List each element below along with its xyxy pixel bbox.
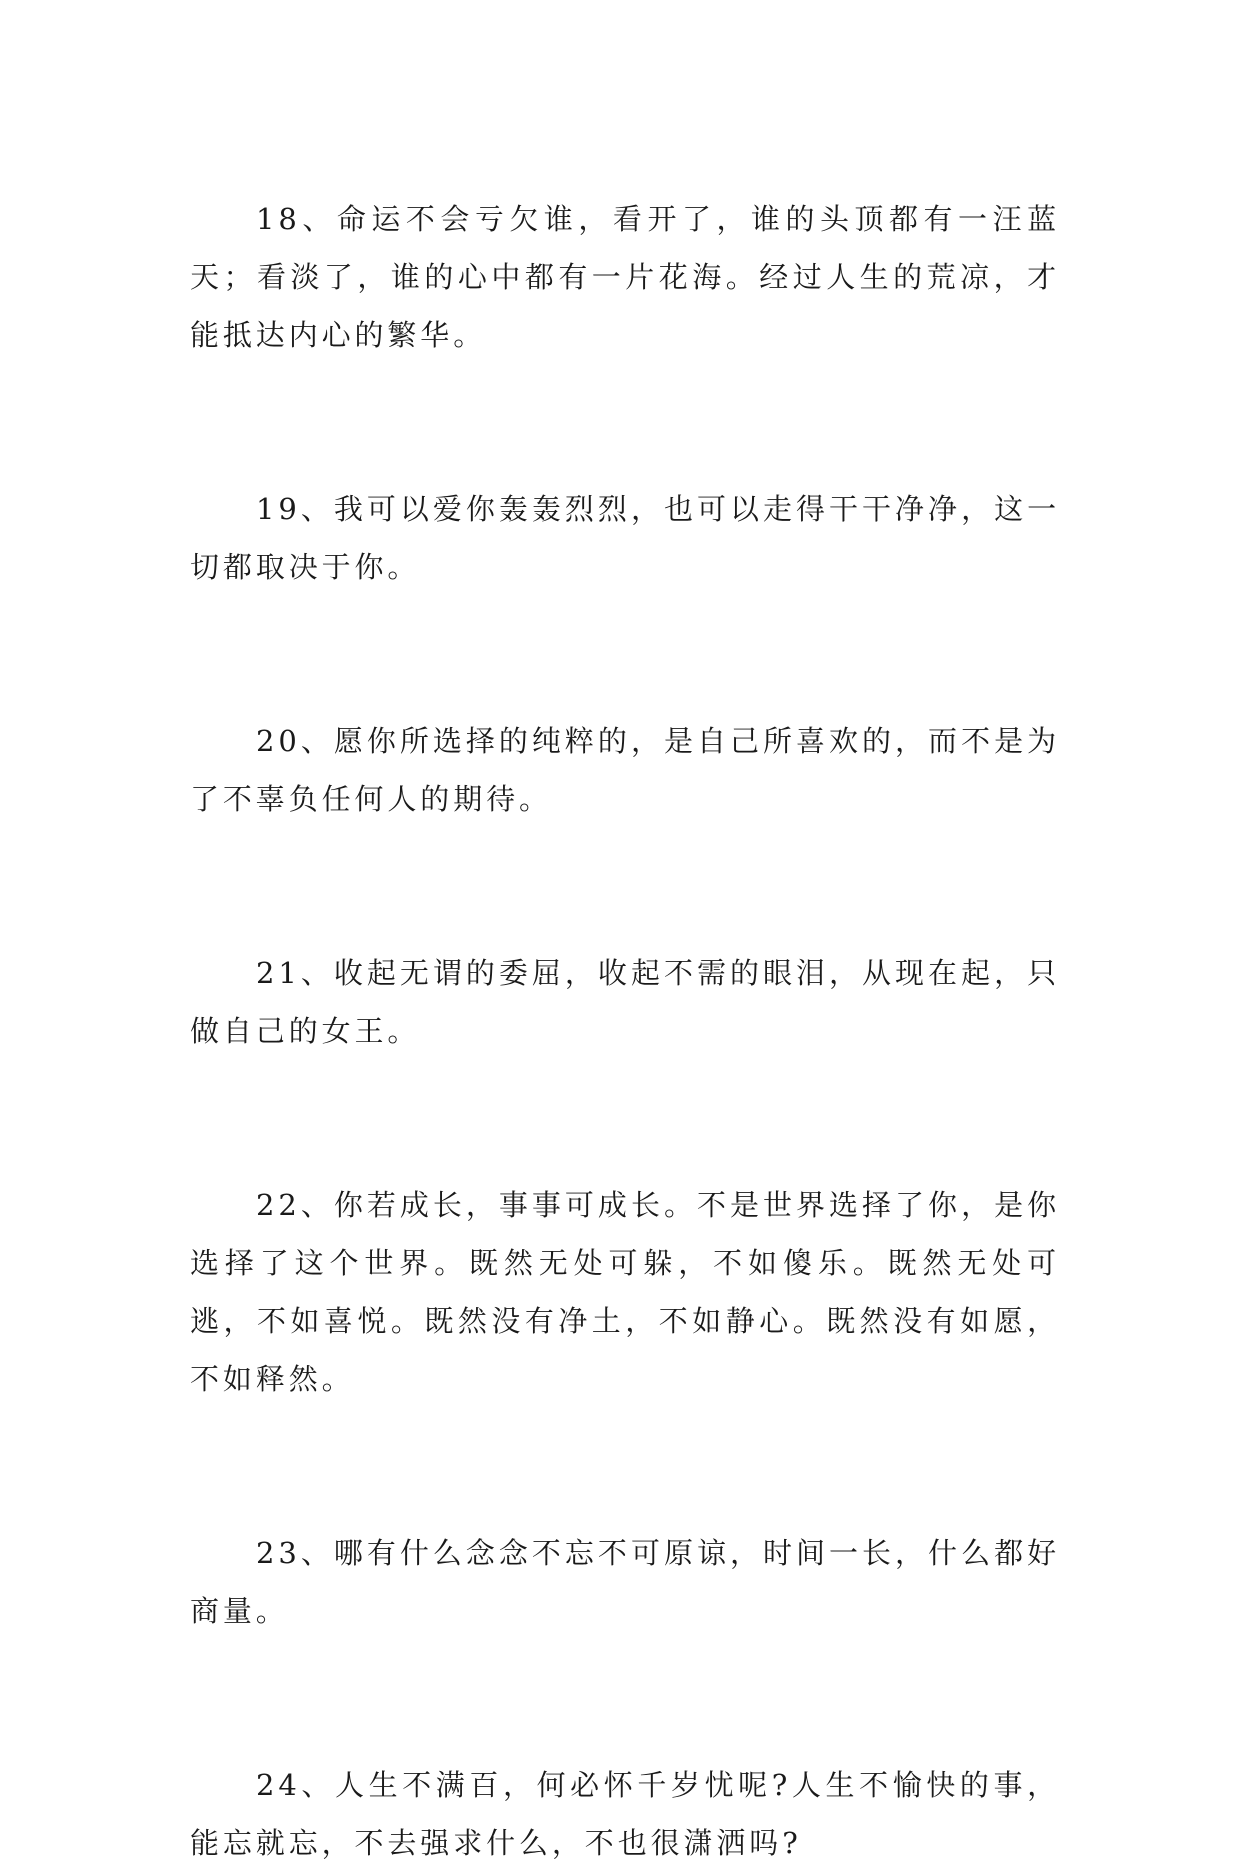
paragraph-19: 19、我可以爱你轰轰烈烈，也可以走得干干净净，这一切都取决于你。 [190,492,1060,584]
document-body [190,190,1060,1872]
paragraph-20: 20、愿你所选择的纯粹的，是自己所喜欢的，而不是为了不辜负任何人的期待。 [190,724,1060,816]
paragraph-22: 22、你若成长，事事可成长。不是世界选择了你，是你选择了这个世界。既然无处可躲，不如傻乐。既然无处可逃，不如喜悦。既然没有净土，不如静心。既然没有如愿，不如释然。 [190,1188,1060,1396]
paragraph-21: 21、收起无谓的委屈，收起不需的眼泪，从现在起，只做自己的女王。 [190,956,1060,1048]
paragraph-18: 18、命运不会亏欠谁，看开了，谁的头顶都有一汪蓝天；看淡了，谁的心中都有一片花海。经过人生的荒凉，才能抵达内心的繁华。 [190,202,1060,352]
paragraph-24: 24、人生不满百，何必怀千岁忧呢?人生不愉快的事，能忘就忘，不去强求什么，不也很潇洒吗? [190,1768,1060,1860]
paragraph-23: 23、哪有什么念念不忘不可原谅，时间一长，什么都好商量。 [190,1536,1060,1628]
